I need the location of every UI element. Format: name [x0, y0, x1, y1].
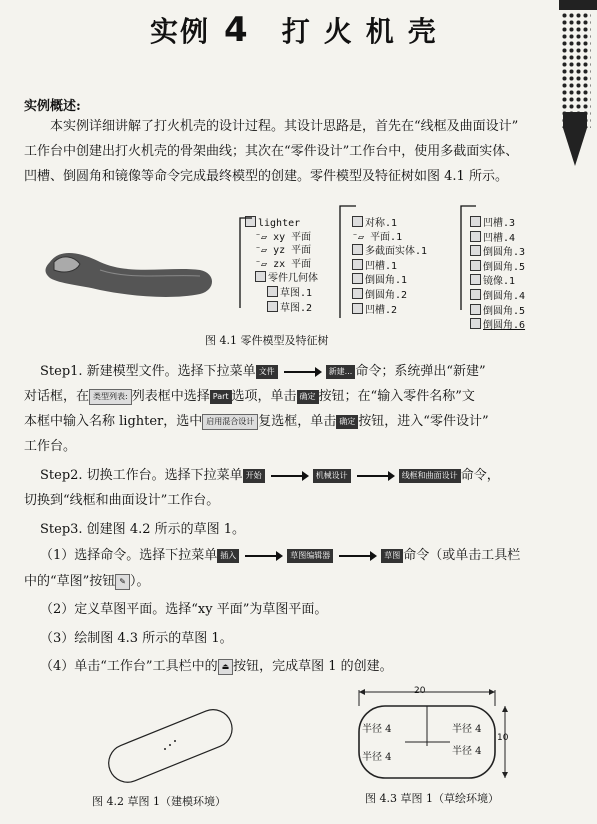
dim-width: 20: [414, 686, 426, 696]
step1-line3: 本框中输入名称 lighter，选中 启用混合设计 复选框，单击 确定 按钮，进入“零件设计”: [24, 414, 489, 429]
tree-item[interactable]: ⁻▱ yz 平面: [255, 245, 312, 257]
ok-button[interactable]: 确定: [297, 390, 319, 404]
mechanical-design-menu[interactable]: 机械设计: [313, 469, 351, 483]
step1-line1: Step1. 新建模型文件。选择下拉菜单 文件 新建... 命令；系统弹出“新建”: [40, 364, 486, 379]
tree-item[interactable]: 凹槽.1: [352, 259, 427, 274]
tree-item[interactable]: 凹槽.3: [470, 216, 525, 231]
sketch-menu-item[interactable]: 草图: [381, 549, 403, 563]
arrow-icon: [357, 475, 393, 477]
radius-label: 半径 4: [452, 724, 482, 735]
step3-sub1-cont: 中的“草图”按钮 ✎ ）。: [24, 574, 150, 589]
dot-pattern-decoration: [561, 12, 591, 128]
tree-item[interactable]: 凹槽.2: [352, 303, 427, 318]
tree-item[interactable]: 倒圆角.1: [352, 273, 427, 288]
tree-item[interactable]: 零件几何体: [245, 271, 318, 286]
arrow-icon: [284, 371, 320, 373]
arrow-icon: [339, 555, 375, 557]
tree-item[interactable]: 草图.2: [245, 301, 318, 316]
part-option[interactable]: Part: [210, 390, 232, 404]
overview-paragraph: 本实例详细讲解了打火机壳的设计过程。其设计思路是，首先在“线框及曲面设计” 工作台中创建出打火机壳的骨架曲线；其次在“零件设计”工作台中，使用多截面实体、 凹槽、倒圆角和镜像等命令完成最终模型的创建。零件模型及特征树如图 4.1 所示。: [24, 119, 519, 184]
figure-4-3-sketch-2d: [345, 686, 515, 786]
sketch-button-icon[interactable]: ✎: [115, 574, 130, 590]
figure-4-1-caption: 图 4.1 零件模型及特征树: [205, 334, 329, 347]
exit-workbench-icon[interactable]: ⏏: [218, 659, 234, 675]
tree-item[interactable]: ⁻▱ xy 平面: [255, 231, 312, 243]
tree-item[interactable]: ⁻▱ zx 平面: [255, 258, 312, 270]
step1-line2: 对话框，在 类型列表: 列表框中选择 Part 选项，单击 确定 按钮；在“输入零件名称”文: [24, 389, 475, 404]
lighter-model-image: [40, 240, 220, 310]
arrow-icon: [245, 555, 281, 557]
tree-item[interactable]: 草图.1: [245, 286, 318, 301]
arrow-icon: [271, 475, 307, 477]
tree-item[interactable]: 倒圆角.4: [470, 289, 525, 304]
section-heading: 实例概述:: [24, 99, 81, 114]
page-title: 实例 4 打火机壳: [150, 10, 450, 50]
tree-item[interactable]: lighter: [245, 216, 318, 231]
step3-sub1: （1）选择命令。选择下拉菜单 插入 草图编辑器 草图 命令（或单击工具栏: [40, 548, 521, 563]
start-menu[interactable]: 开始: [243, 469, 265, 483]
tree-item[interactable]: 对称.1: [352, 216, 427, 231]
tree-item[interactable]: ⁻▱ 平面.1: [352, 231, 403, 243]
step3-sub2: （2）定义草图平面。选择“xy 平面”为草图平面。: [40, 602, 328, 617]
type-list-label: 类型列表:: [89, 389, 132, 405]
tree-item[interactable]: 倒圆角.5: [470, 304, 525, 319]
insert-menu[interactable]: 插入: [217, 549, 239, 563]
file-menu[interactable]: 文件: [256, 365, 278, 379]
radius-label: 半径 4: [362, 724, 392, 735]
tree-item[interactable]: 倒圆角.3: [470, 245, 525, 260]
step2-line1: Step2. 切换工作台。选择下拉菜单 开始 机械设计 线框和曲面设计 命令，: [40, 468, 500, 483]
ok-button[interactable]: 确定: [336, 415, 358, 429]
corner-tab: [559, 0, 597, 10]
tree-item[interactable]: 凹槽.4: [470, 231, 525, 246]
tree-item[interactable]: 倒圆角.6: [470, 318, 525, 333]
tree-connector-arrows: [236, 200, 486, 325]
figure-4-2-sketch-3d: [95, 705, 245, 785]
tree-item[interactable]: 多截面实体.1: [352, 244, 427, 259]
tree-item[interactable]: 镜像.1: [470, 274, 525, 289]
pencil-tip-icon: [563, 128, 587, 166]
pencil-icon: [563, 112, 587, 128]
step3-sub4: （4）单击“工作台”工具栏中的 ⏏ 按钮，完成草图 1 的创建。: [40, 659, 393, 674]
figure-4-3-caption: 图 4.3 草图 1（草绘环境）: [365, 792, 499, 805]
radius-label: 半径 4: [452, 746, 482, 757]
tree-item[interactable]: 倒圆角.2: [352, 288, 427, 303]
new-menu-item[interactable]: 新建...: [326, 365, 356, 379]
step1-line4: 工作台。: [24, 439, 77, 454]
sketcher-menu[interactable]: 草图编辑器: [287, 549, 333, 563]
radius-label: 半径 4: [362, 752, 392, 763]
dim-height: 10: [497, 733, 509, 743]
step3-sub3: （3）绘制图 4.3 所示的草图 1。: [40, 631, 233, 646]
step3-line1: Step3. 创建图 4.2 所示的草图 1。: [40, 522, 246, 537]
step2-line2: 切换到“线框和曲面设计”工作台。: [24, 493, 220, 508]
wireframe-surface-menu[interactable]: 线框和曲面设计: [399, 469, 461, 483]
figure-4-2-caption: 图 4.2 草图 1（建模环境）: [92, 795, 226, 808]
hybrid-design-checkbox[interactable]: 启用混合设计: [202, 414, 258, 430]
tree-item[interactable]: 倒圆角.5: [470, 260, 525, 275]
